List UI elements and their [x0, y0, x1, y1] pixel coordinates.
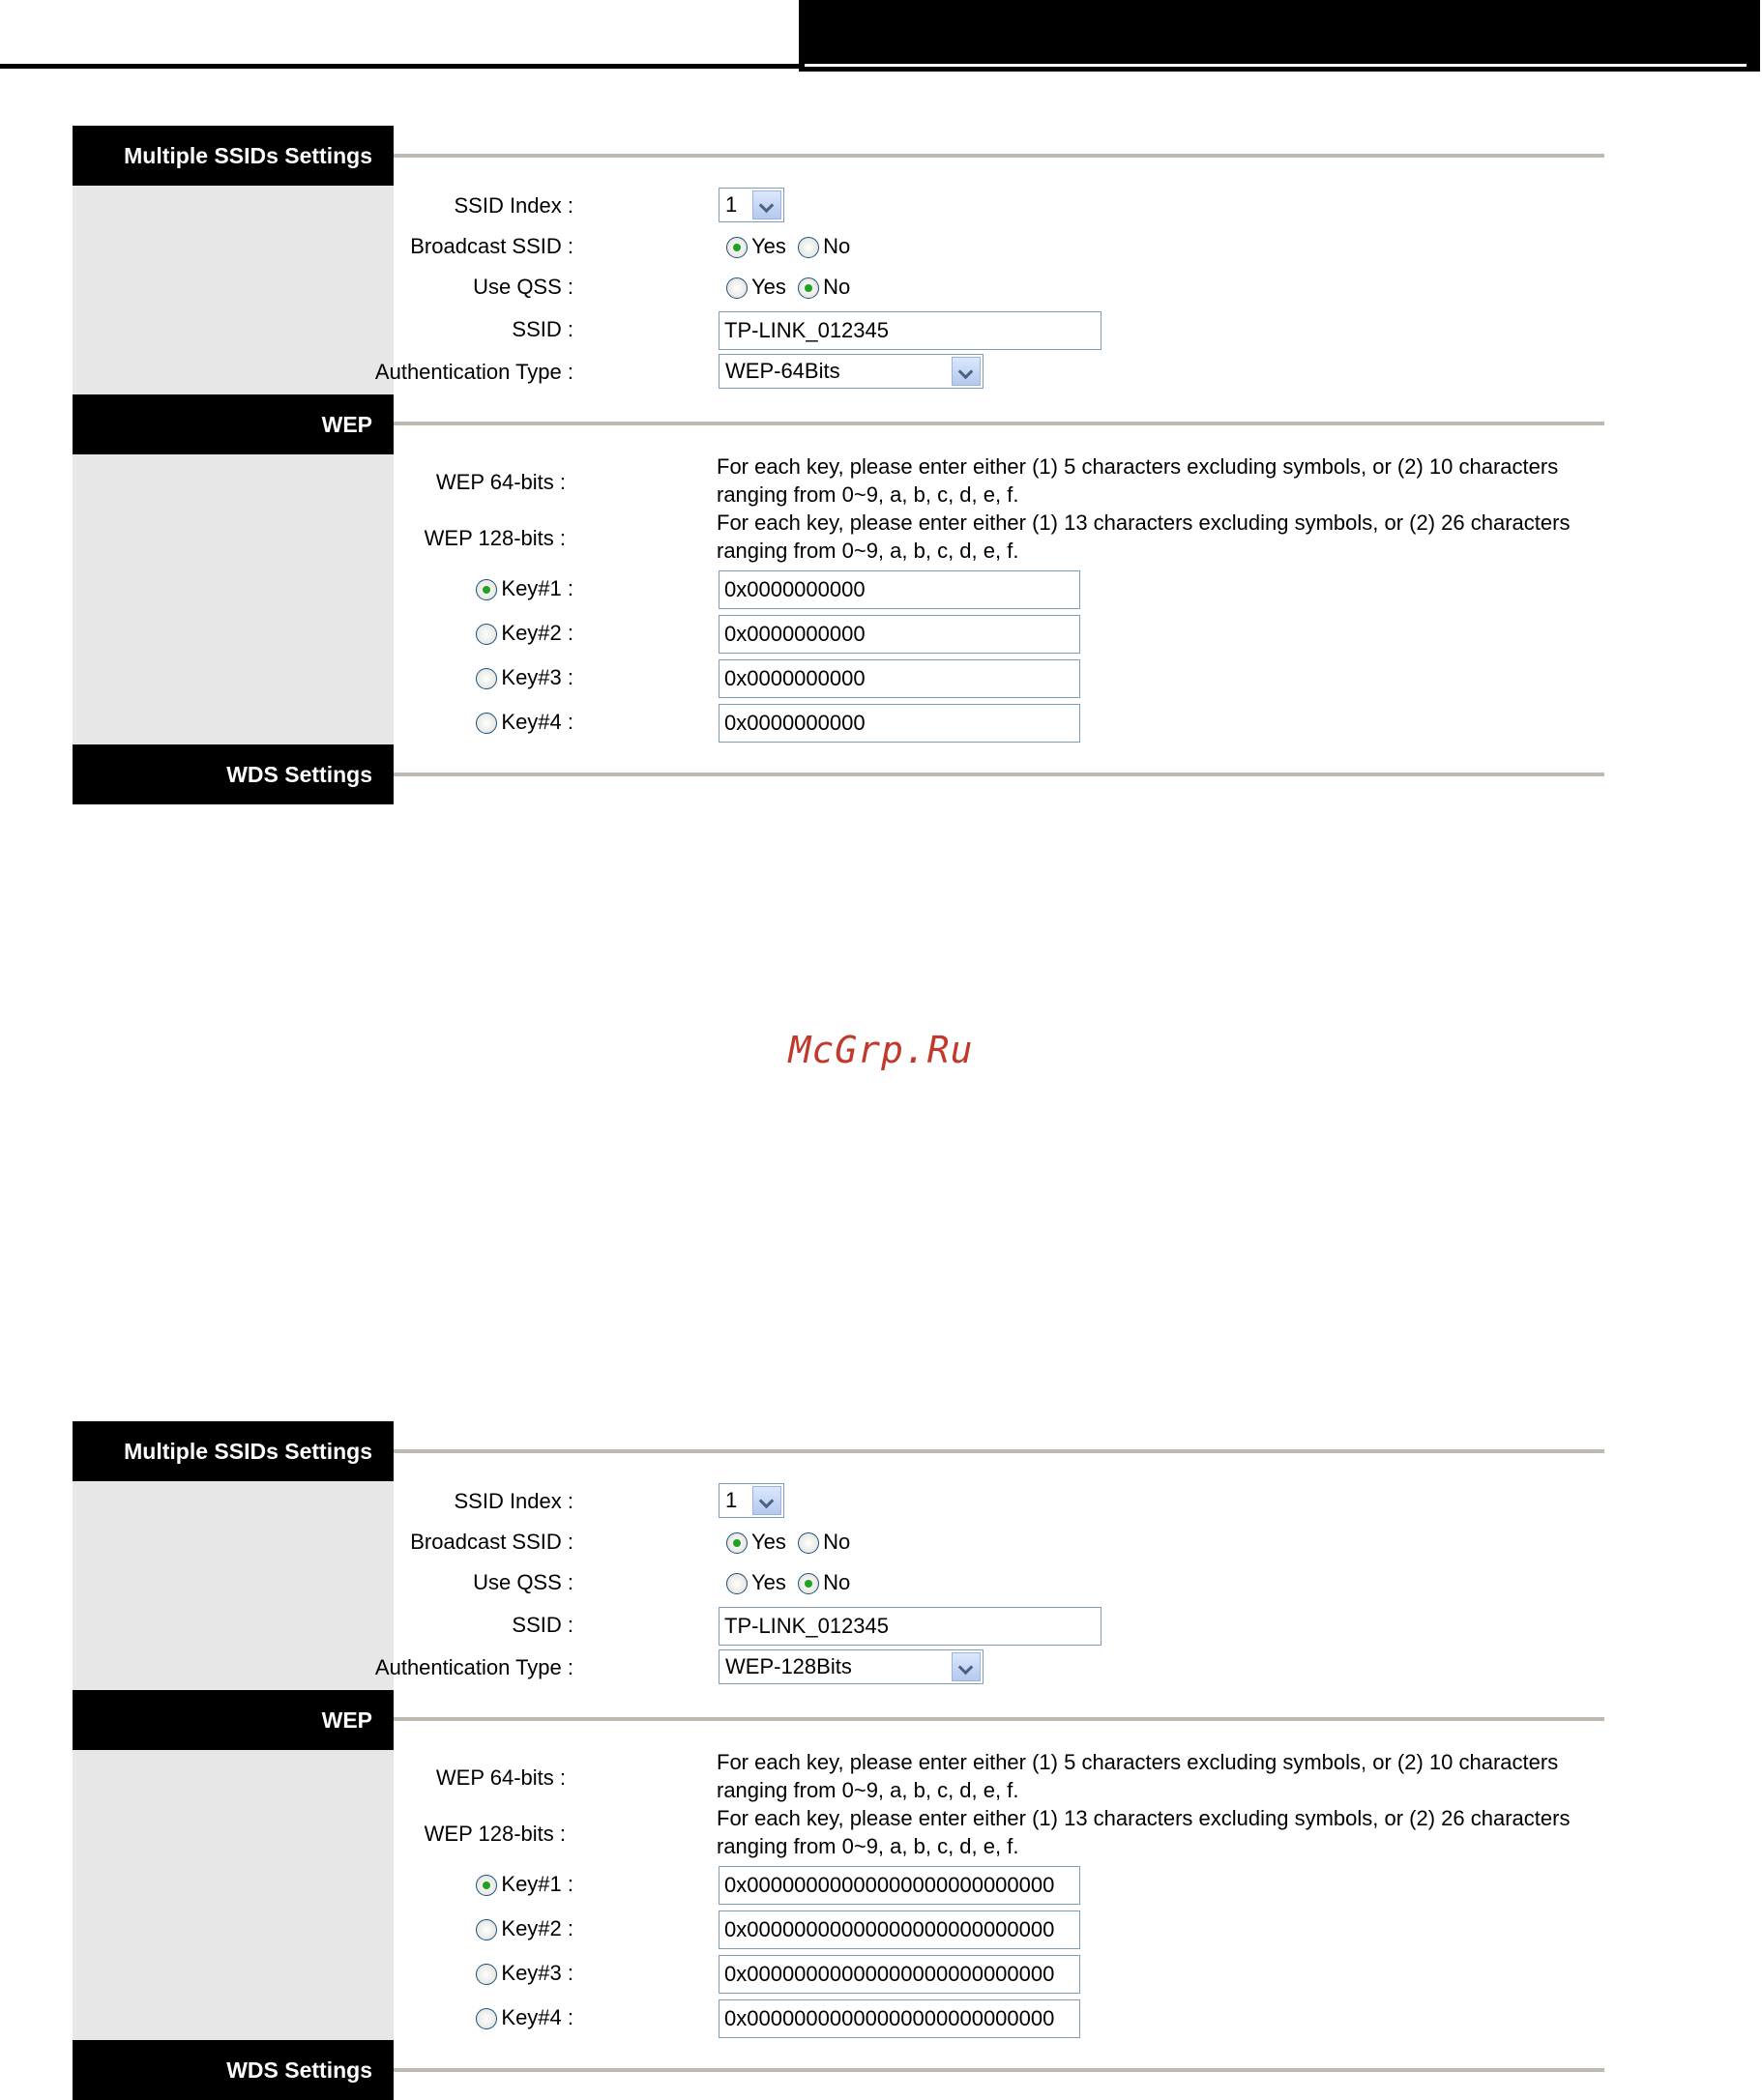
- ssid-label: SSID :: [512, 317, 573, 341]
- wep128-label: WEP 128-bits :: [424, 1822, 566, 1846]
- auth-type-value: WEP-64Bits: [725, 359, 840, 383]
- use-qss-label: Use QSS :: [473, 1570, 573, 1594]
- broadcast-ssid-no-radio[interactable]: [798, 237, 819, 258]
- key-2-option: [476, 1916, 573, 1941]
- section-header-multiple-ssids: Multiple SSIDs Settings: [73, 126, 394, 186]
- section-divider: [394, 2068, 1604, 2072]
- use-qss-no-label: No: [823, 275, 851, 299]
- broadcast-ssid-no-radio[interactable]: [798, 1532, 819, 1554]
- ssid-index-value: 1: [725, 1488, 738, 1512]
- key-4-option: [476, 2005, 573, 2030]
- key-4-label: Key#4 :: [501, 2005, 573, 2029]
- key-4-input[interactable]: 0x00000000000000000000000000: [719, 1999, 1080, 2038]
- use-qss-yes-label: Yes: [751, 275, 786, 299]
- section-divider: [394, 773, 1604, 776]
- ssid-index-select[interactable]: [719, 1483, 784, 1518]
- key-3-option: [476, 665, 573, 690]
- key-4-radio[interactable]: [476, 2008, 497, 2029]
- watermark: McGrp.Ru: [788, 1029, 974, 1071]
- key-2-radio[interactable]: [476, 1919, 497, 1940]
- broadcast-ssid-label: Broadcast SSID :: [410, 234, 573, 258]
- broadcast-ssid-no-label: No: [823, 234, 851, 258]
- key-1-option: [476, 576, 573, 601]
- section-divider: [394, 154, 1604, 158]
- section-header-wep: WEP: [73, 1690, 394, 1750]
- chevron-down-icon[interactable]: [752, 190, 781, 219]
- use-qss-options: [726, 275, 850, 300]
- ssid-index-value: 1: [725, 192, 738, 217]
- wep64-description: For each key, please enter either (1) 5 characters excluding symbols, or (2) 10 characters ranging from 0~9, a, b, c, d, e, f.: [717, 454, 1559, 507]
- ssid-index-label: SSID Index :: [454, 193, 573, 218]
- use-qss-yes-label: Yes: [751, 1570, 786, 1594]
- key-2-input[interactable]: 0x0000000000: [719, 615, 1080, 654]
- broadcast-ssid-yes-label: Yes: [751, 234, 786, 258]
- sidebar-background: [73, 126, 394, 802]
- key-2-option: [476, 621, 573, 646]
- broadcast-ssid-options: [726, 234, 850, 259]
- wep128-label: WEP 128-bits :: [424, 526, 566, 550]
- key-1-option: [476, 1872, 573, 1897]
- section-header-wds: WDS Settings: [73, 744, 394, 804]
- key-1-label: Key#1 :: [501, 1872, 573, 1896]
- chevron-down-icon[interactable]: [752, 1486, 781, 1515]
- key-1-radio[interactable]: [476, 579, 497, 600]
- ssid-label: SSID :: [512, 1613, 573, 1637]
- key-3-label: Key#3 :: [501, 665, 573, 689]
- section-header-wds: WDS Settings: [73, 2040, 394, 2100]
- auth-type-value: WEP-128Bits: [725, 1654, 852, 1678]
- wep64-label: WEP 64-bits :: [435, 1765, 566, 1790]
- key-1-input[interactable]: 0x0000000000: [719, 570, 1080, 609]
- ssid-index-select[interactable]: [719, 188, 784, 222]
- key-3-input[interactable]: 0x00000000000000000000000000: [719, 1955, 1080, 1994]
- key-3-label: Key#3 :: [501, 1961, 573, 1985]
- section-divider: [394, 1449, 1604, 1453]
- wep64-label: WEP 64-bits :: [435, 470, 566, 494]
- section-divider: [394, 422, 1604, 425]
- broadcast-ssid-label: Broadcast SSID :: [410, 1530, 573, 1554]
- key-4-label: Key#4 :: [501, 710, 573, 734]
- ssid-input[interactable]: TP-LINK_012345: [719, 1607, 1101, 1646]
- header-bar: [799, 0, 1760, 72]
- use-qss-yes-radio[interactable]: [726, 1573, 748, 1594]
- key-3-input[interactable]: 0x0000000000: [719, 659, 1080, 698]
- broadcast-ssid-options: [726, 1530, 850, 1555]
- key-2-label: Key#2 :: [501, 621, 573, 645]
- use-qss-no-radio[interactable]: [798, 1573, 819, 1594]
- chevron-down-icon[interactable]: [952, 1652, 981, 1681]
- wep128-description: For each key, please enter either (1) 13 characters excluding symbols, or (2) 26 characters ranging from 0~9, a, b, c, d, e, f.: [717, 510, 1571, 563]
- key-3-option: [476, 1961, 573, 1986]
- key-1-input[interactable]: 0x00000000000000000000000000: [719, 1866, 1080, 1905]
- header-rule: [0, 64, 805, 69]
- key-1-label: Key#1 :: [501, 576, 573, 600]
- use-qss-label: Use QSS :: [473, 275, 573, 299]
- ssid-index-label: SSID Index :: [454, 1489, 573, 1513]
- use-qss-yes-radio[interactable]: [726, 277, 748, 299]
- wep64-description: For each key, please enter either (1) 5 characters excluding symbols, or (2) 10 characters ranging from 0~9, a, b, c, d, e, f.: [717, 1750, 1559, 1802]
- auth-type-label: Authentication Type :: [374, 360, 573, 384]
- auth-type-select[interactable]: [719, 354, 984, 389]
- section-header-wep: WEP: [73, 394, 394, 454]
- chevron-down-icon[interactable]: [952, 357, 981, 386]
- broadcast-ssid-yes-radio[interactable]: [726, 237, 748, 258]
- key-3-radio[interactable]: [476, 1964, 497, 1985]
- key-2-radio[interactable]: [476, 624, 497, 645]
- use-qss-no-label: No: [823, 1570, 851, 1594]
- auth-type-select[interactable]: [719, 1649, 984, 1684]
- key-3-radio[interactable]: [476, 668, 497, 689]
- section-header-multiple-ssids: Multiple SSIDs Settings: [73, 1421, 394, 1481]
- broadcast-ssid-no-label: No: [823, 1530, 851, 1554]
- ssid-input[interactable]: TP-LINK_012345: [719, 311, 1101, 350]
- auth-type-label: Authentication Type :: [374, 1655, 573, 1679]
- key-4-radio[interactable]: [476, 713, 497, 734]
- key-2-input[interactable]: 0x00000000000000000000000000: [719, 1910, 1080, 1949]
- key-4-option: [476, 710, 573, 735]
- section-divider: [394, 1717, 1604, 1721]
- key-1-radio[interactable]: [476, 1875, 497, 1896]
- broadcast-ssid-yes-radio[interactable]: [726, 1532, 748, 1554]
- broadcast-ssid-yes-label: Yes: [751, 1530, 786, 1554]
- key-2-label: Key#2 :: [501, 1916, 573, 1940]
- header-bar-line: [805, 64, 1747, 67]
- wep128-description: For each key, please enter either (1) 13 characters excluding symbols, or (2) 26 characters ranging from 0~9, a, b, c, d, e, f.: [717, 1806, 1571, 1858]
- use-qss-options: [726, 1570, 850, 1595]
- key-4-input[interactable]: 0x0000000000: [719, 704, 1080, 743]
- use-qss-no-radio[interactable]: [798, 277, 819, 299]
